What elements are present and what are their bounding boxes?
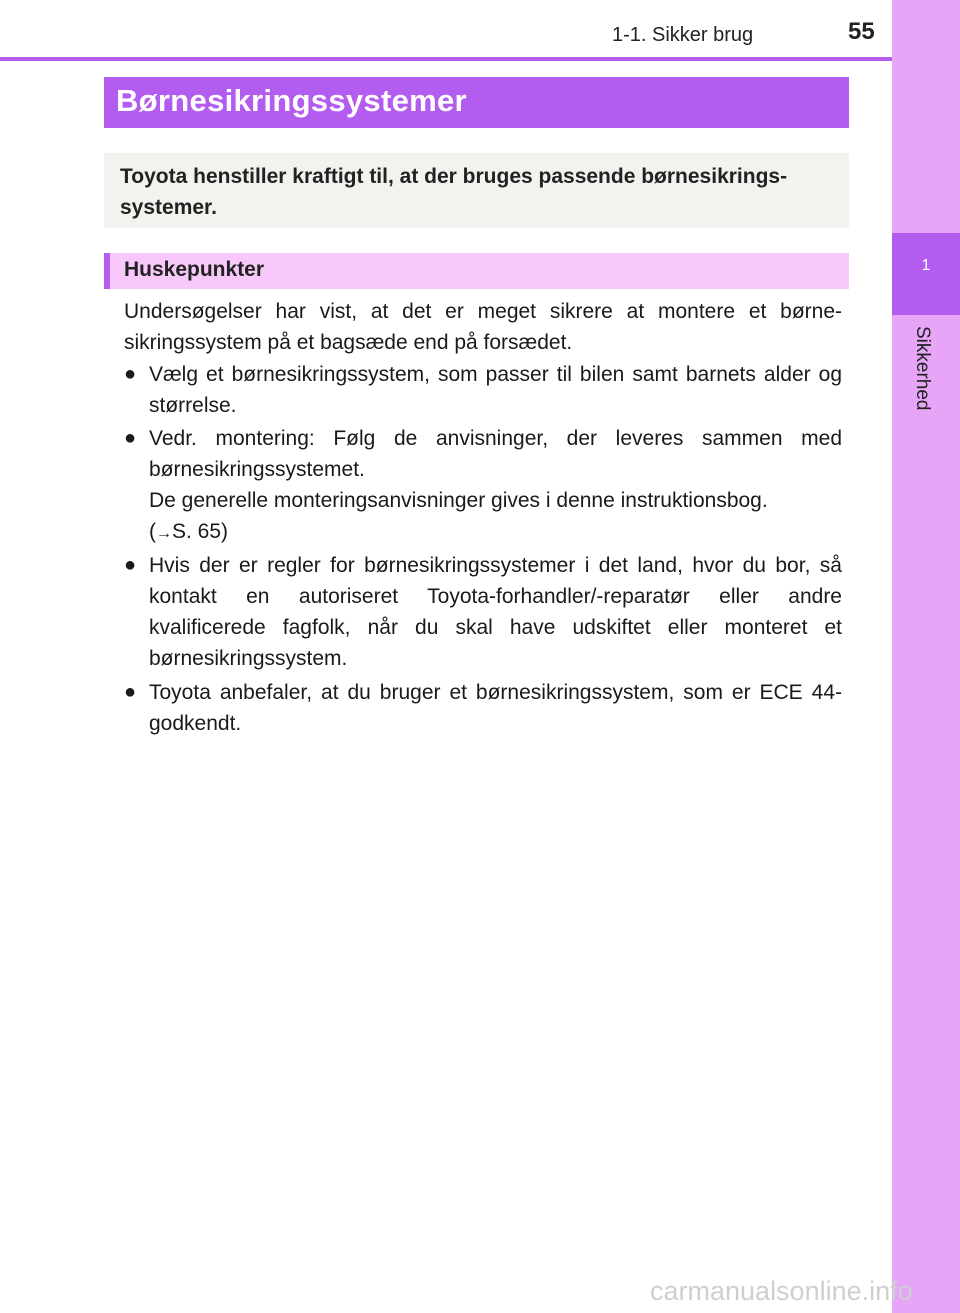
- ref-text: S. 65): [172, 520, 229, 543]
- list-item-note: De generelle monteringsanvisninger gives i denne instruktionsbog.: [149, 489, 768, 512]
- ref-open: (: [149, 520, 156, 543]
- page-number: 55: [848, 18, 875, 45]
- list-item-text: Vedr. montering: Følg de anvisninger, der leveres sammen med børnesikringssystemet.: [149, 427, 842, 481]
- list-item: [124, 677, 842, 739]
- chapter-tab[interactable]: [892, 233, 960, 315]
- bullet-icon: ●: [124, 681, 137, 703]
- chapter-number: 1: [921, 257, 931, 274]
- arrow-right-icon: →: [156, 525, 172, 542]
- watermark: carmanualsonline.info: [650, 1276, 913, 1306]
- intro-text: Toyota henstiller kraftigt til, at der bruges passende børnesikrings-systemer.: [120, 165, 788, 219]
- list-item: [124, 359, 842, 421]
- list-item: [124, 423, 842, 549]
- header-divider: [0, 57, 892, 61]
- title-banner: [104, 77, 849, 128]
- page-reference[interactable]: [149, 516, 842, 549]
- section-heading: 1-1. Sikker brug: [612, 24, 754, 46]
- bullet-icon: ●: [124, 427, 137, 449]
- page-title: Børnesikringssystemer: [116, 83, 467, 118]
- chapter-sidebar: [892, 0, 960, 1313]
- subheading: Huskepunkter: [124, 258, 265, 281]
- body-paragraph: Undersøgelser har vist, at det er meget sikrere at montere et børne-sikringssystem på et bagsæde end på forsædet.: [124, 300, 842, 354]
- list-item-text: Vælg et børnesikringssystem, som passer til bilen samt barnets alder og størrelse.: [149, 363, 842, 417]
- intro-box: [104, 153, 849, 228]
- chapter-label: Sikkerhed: [912, 326, 933, 411]
- subheading-bar: [104, 253, 849, 289]
- bullet-icon: ●: [124, 363, 137, 385]
- list-item-text: Hvis der er regler for børnesikringssystemer i det land, hvor du bor, så kontakt en autoriseret Toyota-forhandler/-reparatør eller andre kvalificerede fagfolk, når du skal have udskiftet eller monteret et børnesikringssystem.: [149, 554, 842, 670]
- bullet-icon: ●: [124, 554, 137, 576]
- list-item: [124, 550, 842, 674]
- list-item-text: Toyota anbefaler, at du bruger et børnesikringssystem, som er ECE 44-godkendt.: [149, 681, 842, 735]
